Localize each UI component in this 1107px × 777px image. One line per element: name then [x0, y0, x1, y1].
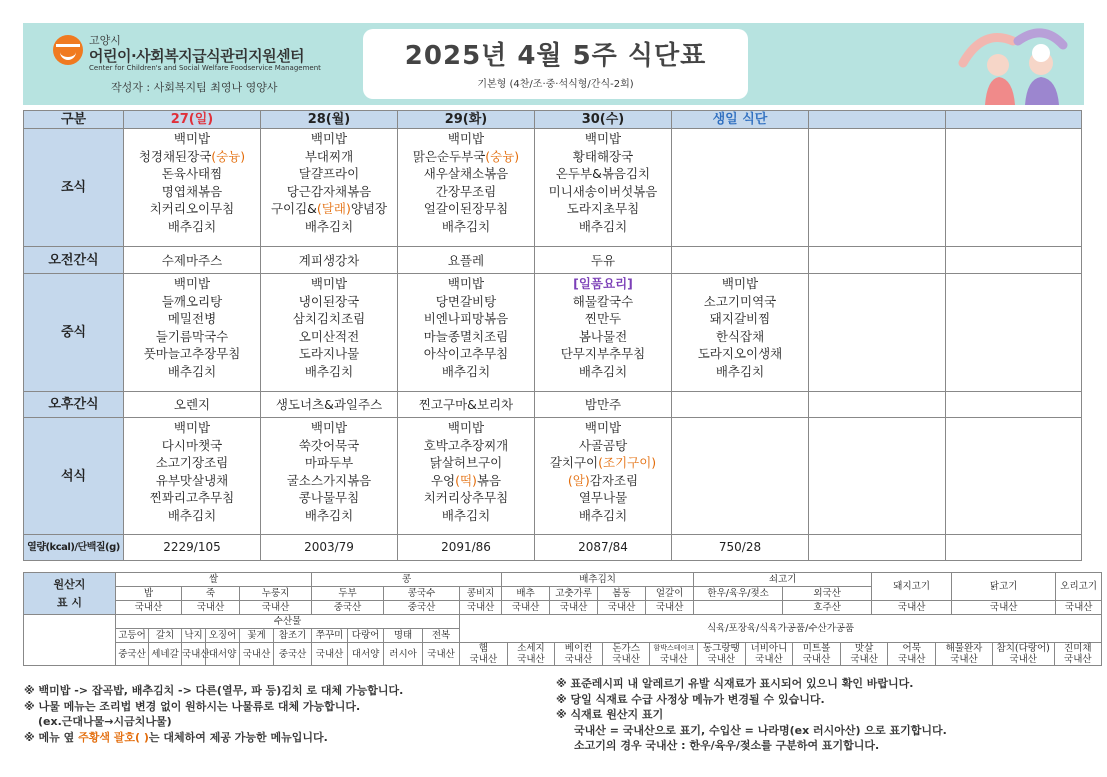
- am-snack-day-27: 수제마주스: [124, 247, 261, 274]
- breakfast-day-29: [398, 129, 535, 247]
- menu-item: 배추김치: [441, 218, 491, 234]
- note-line: ※ 식재료 원산지 표기: [556, 708, 664, 721]
- day-header-29: 29(화): [398, 111, 535, 129]
- breakfast-empty-2: [946, 129, 1082, 247]
- origin-item: 한우/육우/젖소: [694, 587, 783, 601]
- origin-value: 대서양: [206, 643, 240, 666]
- menu-item: 백미밥: [447, 420, 485, 435]
- calories-day-30: 2087/84: [535, 535, 672, 561]
- origin-item: 오징어: [206, 629, 240, 643]
- origin-item: 갈치: [149, 629, 182, 643]
- menu-item: 도라지나물: [298, 346, 360, 361]
- origin-processed-cell: [460, 643, 1102, 666]
- origin-value: 국내산: [116, 601, 182, 615]
- am-snack-birthday: [672, 247, 809, 274]
- pm-snack-row: [24, 392, 1082, 418]
- origin-processed-item: 진미채 국내산: [1064, 643, 1092, 665]
- origin-value: 국내산: [423, 643, 460, 666]
- origin-value: 중국산: [274, 643, 312, 666]
- menu-item: 백미밥: [584, 131, 622, 146]
- menu-item: 달걀프라이: [298, 166, 360, 181]
- origin-group-bean: 콩: [312, 573, 502, 587]
- menu-item: 비엔나피망볶음: [423, 311, 509, 326]
- menu-header-row: [24, 111, 1082, 129]
- menu-item: 아삭이고추무침: [423, 346, 509, 361]
- menu-item: 청경채된장국(숭늉): [138, 148, 246, 164]
- origin-item: 꽃게: [240, 629, 274, 643]
- pm-snack-day-28: 생도너츠&과일주스: [261, 392, 398, 418]
- origin-value: 국내산: [872, 601, 952, 615]
- origin-item: 봄동: [598, 587, 646, 601]
- menu-item: 배추김치: [441, 507, 491, 523]
- origin-processed-item: 미트볼 국내산: [793, 643, 841, 665]
- origin-group-rice: 쌀: [116, 573, 312, 587]
- origin-processed-item: 함박스테이크 국내산: [650, 643, 698, 665]
- am-snack-day-30: 두유: [535, 247, 672, 274]
- origin-processed-item: 맛살 국내산: [841, 643, 889, 665]
- meal-label-dinner: 석식: [24, 418, 124, 535]
- note-line: ※ 메뉴 옆 주황색 괄호( )는 대체하여 제공 가능한 메뉴입니다.: [24, 730, 328, 744]
- menu-item: 닭살허브구이: [429, 455, 503, 470]
- day-header-empty-2: [946, 111, 1082, 129]
- breakfast-empty-1: [809, 129, 946, 247]
- origin-processed-item: 참치(다랑어) 국내산: [993, 643, 1055, 665]
- origin-value: 국내산: [502, 601, 550, 615]
- meal-label-am-snack: 오전간식: [24, 247, 124, 274]
- org-name: 어린이·사회복지급식관리지원센터: [89, 47, 305, 65]
- menu-item: 해물칼국수: [572, 293, 634, 309]
- dinner-empty-2: [946, 418, 1082, 535]
- alternative-menu: (달래): [316, 201, 351, 216]
- menu-item: 쑥갓어묵국: [298, 437, 360, 453]
- origin-item: 쭈꾸미: [312, 629, 348, 643]
- meal-label-lunch: 중식: [24, 274, 124, 392]
- origin-value: 국내산: [550, 601, 598, 615]
- origin-row-4: [24, 615, 1102, 629]
- origin-processed-item: 돈가스 국내산: [603, 643, 651, 665]
- menu-item: 맑은순두부국(숭늉): [412, 148, 520, 164]
- origin-value: 국내산: [182, 601, 240, 615]
- calories-empty-2: [946, 535, 1082, 561]
- breakfast-day-27: [124, 129, 261, 247]
- day-header-birthday: 생일 식단: [672, 111, 809, 129]
- menu-item: 마파두부: [304, 455, 354, 470]
- pm-snack-empty-1: [809, 392, 946, 418]
- dinner-empty-1: [809, 418, 946, 535]
- alternative-menu: (알): [567, 472, 590, 488]
- am-snack-day-28: 계피생강차: [261, 247, 398, 274]
- origin-item: 두부: [312, 587, 384, 601]
- menu-item: 황태해장국: [572, 148, 634, 164]
- menu-item: 오미산적전: [298, 328, 360, 344]
- pm-snack-birthday: [672, 392, 809, 418]
- menu-item: 배추김치: [715, 363, 765, 379]
- origin-value: 국내산: [240, 643, 274, 666]
- origin-value: 국내산: [460, 601, 502, 615]
- origin-item: 고등어: [116, 629, 149, 643]
- breakfast-row: [24, 129, 1082, 247]
- menu-item: 백미밥: [310, 276, 348, 291]
- day-header-27: 27(일): [124, 111, 261, 129]
- origin-item: 참조기: [274, 629, 312, 643]
- origin-processed-item: 너비아니 국내산: [746, 643, 794, 665]
- calories-empty-1: [809, 535, 946, 561]
- menu-item: 배추김치: [441, 363, 491, 379]
- calories-birthday: 750/28: [672, 535, 809, 561]
- menu-item: 다시마챗국: [161, 437, 223, 453]
- note-line: ※ 나물 메뉴는 조리법 변경 없이 원하시는 나물류로 대체 가능합니다.: [24, 699, 361, 713]
- origin-processed-item: 햄 국내산: [460, 643, 508, 665]
- menu-item: 사골곰탕: [578, 437, 628, 453]
- dinner-birthday: [672, 418, 809, 535]
- origin-value: 세네갈: [149, 643, 182, 666]
- menu-item: 갈치구이(조기구이): [549, 455, 657, 470]
- am-snack-empty-2: [946, 247, 1082, 274]
- menu-item: 백미밥: [447, 276, 485, 291]
- menu-item: 우엉(떡)볶음: [430, 472, 502, 488]
- menu-item: 소고기미역국: [703, 293, 777, 309]
- lunch-day-28: [261, 274, 398, 392]
- alternative-menu: (조기구이): [598, 455, 657, 470]
- origin-value: 중국산: [116, 643, 149, 666]
- menu-item: 풋마늘고추장무침: [143, 346, 241, 361]
- menu-item: 백미밥: [310, 420, 348, 435]
- menu-item: 삼치김치조림: [292, 311, 366, 326]
- lunch-row: [24, 274, 1082, 392]
- origin-group-processed: 식육/포장육/식육가공품/수산가공품: [460, 615, 1102, 643]
- pm-snack-day-29: 찐고구마&보리차: [398, 392, 535, 418]
- title-box: [363, 29, 748, 99]
- note-line: ※ 백미밥 -> 잡곡밥, 배추김치 -> 다른(열무, 파 등)김치 로 대체 가능합니다.: [24, 684, 404, 697]
- origin-label: 원산지 표 시: [24, 573, 116, 615]
- am-snack-empty-1: [809, 247, 946, 274]
- org-city: 고양시: [89, 34, 121, 47]
- origin-value: 러시아: [384, 643, 423, 666]
- origin-item: 외국산: [783, 587, 872, 601]
- menu-item: 돈육사태찜: [161, 166, 223, 181]
- dinner-day-27: [124, 418, 261, 535]
- origin-value: 국내산: [182, 643, 206, 666]
- menu-item: 배추김치: [578, 507, 628, 523]
- note-line: 국내산 = 국내산으로 표기, 수입산 = 나라명(ex 러시아산) 으로 표기합니다.: [574, 723, 947, 737]
- origin-item: 콩비지: [460, 587, 502, 601]
- menu-item: 메밀전병: [167, 311, 217, 326]
- menu-item: 도라지초무침: [566, 201, 640, 216]
- elderly-couple-illustration-icon: [943, 23, 1083, 105]
- menu-item: 백미밥: [173, 276, 211, 291]
- menu-item: 배추김치: [304, 507, 354, 523]
- menu-item: 호박고추장찌개: [423, 437, 509, 453]
- menu-item: 열무나물: [578, 490, 628, 505]
- menu-item: 간장무조림: [435, 183, 497, 199]
- alternative-menu: (숭늉): [211, 148, 246, 164]
- dinner-day-29: [398, 418, 535, 535]
- alternative-menu: (숭늉): [485, 148, 520, 164]
- menu-item: 한식잡채: [715, 328, 765, 344]
- origin-item: 밥: [116, 587, 182, 601]
- notes-left: [24, 683, 544, 745]
- menu-item: 구이김&(달래)양념장: [270, 201, 388, 216]
- menu-item: 단무지부추무침: [560, 346, 646, 361]
- notes-right: [556, 676, 1086, 754]
- origin-value: 국내산: [952, 601, 1056, 615]
- origin-group-beef: 쇠고기: [694, 573, 872, 587]
- day-header-28: 28(월): [261, 111, 398, 129]
- lunch-birthday: [672, 274, 809, 392]
- origin-item: 명태: [384, 629, 423, 643]
- origin-label-spacer: [24, 615, 116, 666]
- dinner-day-30: [535, 418, 672, 535]
- label-calories: 열량(kcal)/단백질(g): [24, 535, 124, 561]
- menu-item: 배추김치: [578, 363, 628, 379]
- breakfast-day-28: [261, 129, 398, 247]
- origin-item: 고춧가루: [550, 587, 598, 601]
- calories-row: [24, 535, 1082, 561]
- menu-item: 소고기장조림: [155, 455, 229, 470]
- menu-table: [23, 110, 1082, 561]
- origin-row-6: [24, 643, 1102, 666]
- note-line: ※ 표준레시피 내 알레르기 유발 식재료가 표시되어 있으니 확인 바랍니다.: [556, 677, 914, 690]
- author: 작성자 : 사회복지팀 최영나 영양사: [111, 81, 278, 94]
- note-line: (ex.근대나물→시금치나물): [38, 715, 172, 728]
- lunch-day-30: [535, 274, 672, 392]
- origin-processed-list: [460, 643, 1101, 665]
- calories-day-29: 2091/86: [398, 535, 535, 561]
- meal-label-pm-snack: 오후간식: [24, 392, 124, 418]
- origin-item: 누룽지: [240, 587, 312, 601]
- menu-item: 부대찌개: [304, 148, 354, 164]
- meal-label-breakfast: 조식: [24, 129, 124, 247]
- menu-item: 배추김치: [167, 218, 217, 234]
- menu-item: 배추김치: [167, 363, 217, 379]
- menu-item: 들기름막국수: [155, 328, 229, 344]
- menu-item: 콩나물무침: [298, 490, 360, 505]
- breakfast-day-30: [535, 129, 672, 247]
- menu-item: 치커리상추무침: [423, 490, 509, 505]
- menu-item: 배추김치: [304, 363, 354, 379]
- menu-item: 돼지갈비찜: [709, 311, 771, 326]
- pm-snack-empty-2: [946, 392, 1082, 418]
- note-line: 소고기의 경우 국내산 : 한우/육우/젖소를 구분하여 표기합니다.: [574, 739, 880, 752]
- day-header-empty-1: [809, 111, 946, 129]
- menu-item: 배추김치: [304, 218, 354, 234]
- origin-group-aquatic: 수산물: [116, 615, 460, 629]
- am-snack-day-29: 요플레: [398, 247, 535, 274]
- origin-group-pork: 돼지고기: [872, 573, 952, 601]
- pm-snack-day-27: 오렌지: [124, 392, 261, 418]
- origin-processed-item: 소세지 국내산: [508, 643, 556, 665]
- origin-value: 국내산: [312, 643, 348, 666]
- menu-item: 들깨오리탕: [161, 293, 223, 309]
- origin-value: [694, 601, 783, 615]
- origin-item: 콩국수: [384, 587, 460, 601]
- lunch-day-27: [124, 274, 261, 392]
- origin-item: 얼갈이: [646, 587, 694, 601]
- origin-row-3: [24, 601, 1102, 615]
- menu-item: 새우살채소볶음: [423, 166, 509, 181]
- note-line: ※ 당일 식재료 수급 사정상 메뉴가 변경될 수 있습니다.: [556, 692, 825, 706]
- origin-value: 중국산: [312, 601, 384, 615]
- origin-value: 국내산: [646, 601, 694, 615]
- pm-snack-day-30: 밤만주: [535, 392, 672, 418]
- origin-processed-item: 해물완자 국내산: [936, 643, 993, 665]
- origin-item: 전복: [423, 629, 460, 643]
- origin-value: 호주산: [783, 601, 872, 615]
- menu-item: 배추김치: [578, 218, 628, 234]
- page-title: 2025년 4월 5주 식단표: [404, 41, 707, 71]
- menu-item: 도라지오이생채: [697, 346, 783, 361]
- lunch-empty-1: [809, 274, 946, 392]
- origin-table: [23, 572, 1102, 666]
- menu-item: 미니새송이버섯볶음: [548, 183, 658, 199]
- origin-item: 죽: [182, 587, 240, 601]
- origin-item: 다랑어: [348, 629, 384, 643]
- calories-day-28: 2003/79: [261, 535, 398, 561]
- origin-processed-item: 동그랑땡 국내산: [698, 643, 746, 665]
- menu-item: 마늘종멸치조림: [423, 328, 509, 344]
- menu-item: (알)감자조림: [567, 472, 639, 488]
- menu-item: 얼갈이된장무침: [423, 201, 509, 216]
- alternative-menu: (떡): [455, 472, 477, 488]
- origin-group-chicken: 닭고기: [952, 573, 1056, 601]
- origin-value: 국내산: [1056, 601, 1102, 615]
- menu-item: 명엽채볶음: [161, 183, 223, 199]
- am-snack-row: [24, 247, 1082, 274]
- menu-item: 백미밥: [310, 131, 348, 146]
- menu-item: 유부맛살냉채: [155, 472, 229, 488]
- special-menu-tag: [일품요리]: [573, 276, 633, 291]
- menu-item: 온두부&볶음김치: [555, 166, 651, 181]
- menu-item: 백미밥: [173, 131, 211, 146]
- menu-item: 냉이된장국: [298, 293, 360, 309]
- menu-item: 백미밥: [173, 420, 211, 435]
- col-header-category: 구분: [24, 111, 124, 129]
- calories-day-27: 2229/105: [124, 535, 261, 561]
- header-banner: [23, 23, 1084, 105]
- note-highlight: 주황색 괄호( ): [78, 730, 149, 744]
- day-header-30: 30(수): [535, 111, 672, 129]
- page-subtitle: 기본형 (4찬/조·중·석식형/간식-2회): [477, 79, 634, 90]
- origin-group-duck: 오리고기: [1056, 573, 1102, 601]
- origin-value: 대서양: [348, 643, 384, 666]
- dinner-row: [24, 418, 1082, 535]
- menu-item: 당면갈비탕: [435, 293, 497, 309]
- menu-item: 찐만두: [584, 311, 622, 326]
- menu-item: 치커리오이무침: [149, 201, 235, 216]
- origin-row-1: [24, 573, 1102, 587]
- origin-value: 국내산: [240, 601, 312, 615]
- menu-item: 백미밥: [447, 131, 485, 146]
- origin-value: 국내산: [598, 601, 646, 615]
- center-logo-icon: [53, 35, 83, 65]
- menu-item: 굴소스가지볶음: [286, 472, 372, 488]
- menu-item: 백미밥: [721, 276, 759, 291]
- menu-item: 봄나물전: [578, 328, 628, 344]
- origin-processed-item: 어묵 국내산: [888, 643, 936, 665]
- menu-item: 백미밥: [584, 420, 622, 435]
- origin-item: 배추: [502, 587, 550, 601]
- origin-value: 중국산: [384, 601, 460, 615]
- menu-item: 찐꽈리고추무침: [149, 490, 235, 505]
- lunch-day-29: [398, 274, 535, 392]
- dinner-day-28: [261, 418, 398, 535]
- origin-processed-item: 베이컨 국내산: [555, 643, 603, 665]
- menu-item: 당근감자채볶음: [286, 183, 372, 199]
- origin-group-kimchi: 배추김치: [502, 573, 694, 587]
- breakfast-birthday: [672, 129, 809, 247]
- menu-item: 배추김치: [167, 507, 217, 523]
- origin-item: 낙지: [182, 629, 206, 643]
- lunch-empty-2: [946, 274, 1082, 392]
- org-english-name: Center for Children's and Social Welfare Foodservice Management: [89, 64, 321, 72]
